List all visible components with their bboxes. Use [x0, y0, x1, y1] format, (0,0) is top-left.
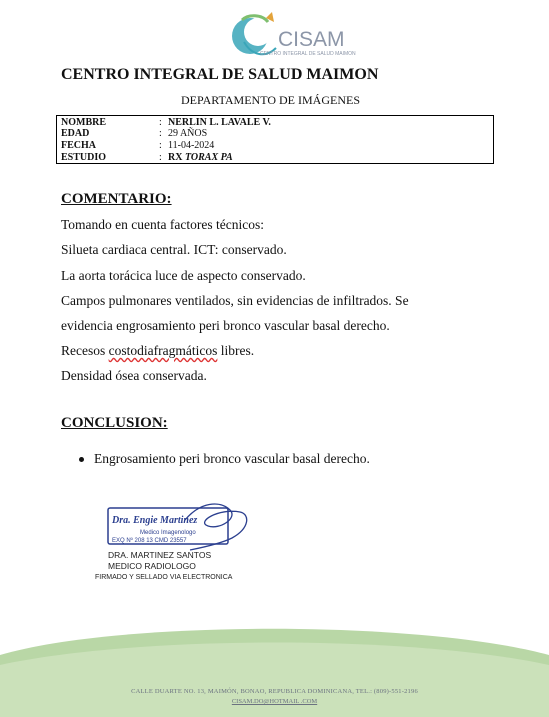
- comment-line: Silueta cardiaca central. ICT: conservado.: [61, 242, 287, 257]
- comment-line: Densidad ósea conservada.: [61, 368, 207, 383]
- info-value-fecha: 11-04-2024: [168, 140, 215, 151]
- info-value-nombre: NERLIN L. LAVALE V.: [168, 117, 271, 128]
- comment-line: [61, 343, 254, 359]
- comment-line: evidencia engrosamiento peri bronco vascular basal derecho.: [61, 318, 390, 333]
- estudio-detail: TORAX PA: [184, 152, 233, 163]
- info-sep: :: [159, 152, 162, 163]
- comment-heading: COMENTARIO:: [61, 191, 172, 207]
- logo-wordmark: CISAM: [278, 28, 345, 51]
- logo-subtitle: CENTRO INTEGRAL DE SALUD MAIMON: [260, 51, 356, 57]
- info-value-estudio: [168, 152, 233, 163]
- signature-scribble: [185, 504, 247, 550]
- bullet-icon: [79, 457, 84, 462]
- conclusion-heading: CONCLUSION:: [61, 415, 168, 431]
- info-label-estudio: ESTUDIO: [61, 152, 107, 163]
- department-title: DEPARTAMENTO DE IMÁGENES: [181, 93, 360, 107]
- footer-address: CALLE DUARTE NO. 13, MAIMÓN, BONAO, REPUBLICA DOMINICANA, TEL.: (809)-551-2196: [131, 688, 418, 695]
- conclusion-item: Engrosamiento peri bronco vascular basal derecho.: [94, 451, 370, 466]
- comment-line: La aorta torácica luce de aspecto conservado.: [61, 268, 306, 283]
- cisam-logo: [222, 12, 356, 64]
- comment-line: Campos pulmonares ventilados, sin evidencias de infiltrados. Se: [61, 293, 409, 308]
- estudio-prefix: RX: [168, 152, 183, 163]
- info-label-fecha: FECHA: [61, 140, 96, 151]
- info-sep: :: [159, 140, 162, 151]
- signature-note: FIRMADO Y SELLADO VIA ELECTRONICA: [95, 574, 233, 581]
- signature-stamp: [100, 498, 260, 556]
- stamp-name: Dra. Engie Martinez: [112, 515, 198, 526]
- page-title: CENTRO INTEGRAL DE SALUD MAIMON: [61, 66, 379, 83]
- comment-line: Tomando en cuenta factores técnicos:: [61, 217, 264, 232]
- info-sep: :: [159, 117, 162, 128]
- info-label-edad: EDAD: [61, 128, 90, 139]
- info-value-edad: 29 AÑOS: [168, 128, 208, 139]
- signature-role: MEDICO RADIOLOGO: [108, 561, 196, 571]
- info-label-nombre: NOMBRE: [61, 117, 106, 128]
- footer-email-link[interactable]: CISAM.DO@HOTMAIL .COM: [231, 698, 318, 705]
- comment-text: Recesos: [61, 343, 109, 358]
- stamp-role: Medico Imagenologo: [140, 530, 196, 536]
- stamp-exeq: EXQ Nº 208 13 CMD 23557: [112, 538, 187, 544]
- info-sep: :: [159, 128, 162, 139]
- signature-name: DRA. MARTINEZ SANTOS: [108, 550, 212, 560]
- patient-info-box: [56, 115, 494, 164]
- spellcheck-word: costodiafragmáticos: [108, 343, 218, 358]
- comment-text: libres.: [217, 343, 255, 358]
